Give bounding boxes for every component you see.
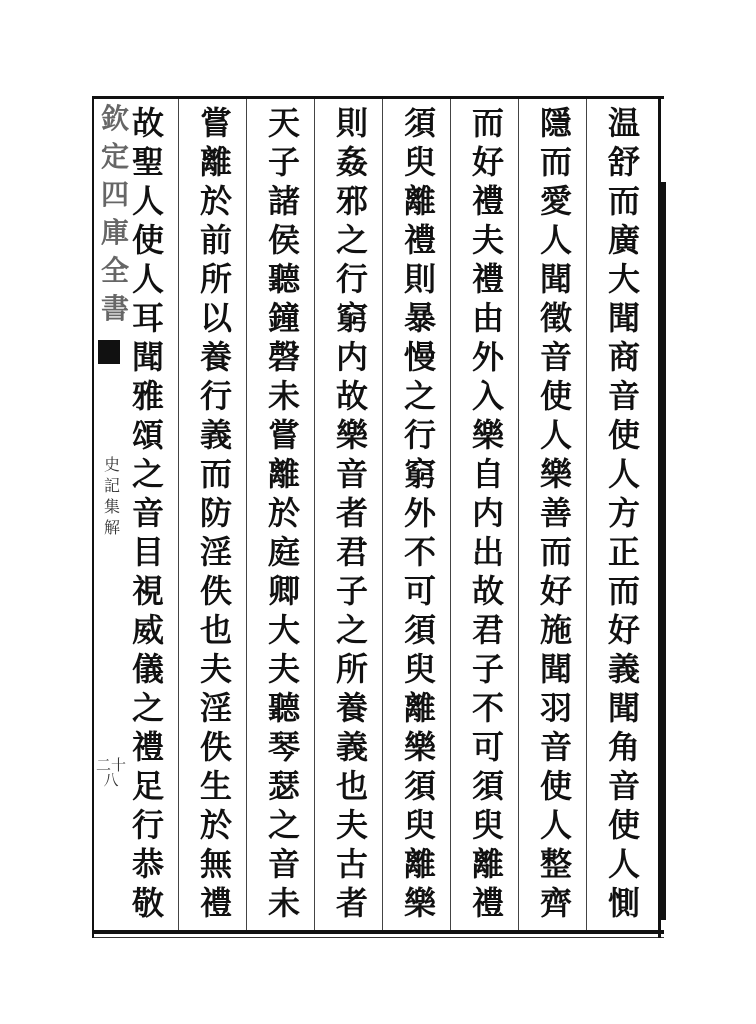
text-character: 也: [335, 767, 368, 805]
text-character: 庭: [267, 533, 300, 571]
text-character: 不: [403, 533, 436, 571]
text-character: 禮: [131, 728, 164, 766]
text-character: 之: [403, 377, 436, 415]
text-character: 之: [335, 221, 368, 259]
text-character: 方: [607, 494, 640, 532]
text-character: 所: [199, 260, 232, 298]
book-title-char: 解: [103, 518, 120, 537]
text-character: 離: [403, 182, 436, 220]
text-character: 須: [471, 767, 504, 805]
text-character: 聞: [131, 338, 164, 376]
text-character: 音: [539, 728, 572, 766]
text-character: 邪: [335, 182, 368, 220]
text-character: 角: [607, 728, 640, 766]
text-character: 於: [267, 494, 300, 532]
text-character: 之: [131, 455, 164, 493]
text-character: 則: [403, 260, 436, 298]
text-character: 淫: [199, 689, 232, 727]
column-rule: [450, 99, 451, 930]
text-character: 善: [539, 494, 572, 532]
text-character: 而: [607, 572, 640, 610]
running-title-char: 欽: [100, 102, 129, 135]
text-character: 禮: [471, 260, 504, 298]
text-character: 廣: [607, 221, 640, 259]
text-character: 頌: [131, 416, 164, 454]
text-character: 無: [199, 845, 232, 883]
text-character: 未: [267, 884, 300, 922]
text-character: 聽: [267, 689, 300, 727]
text-character: 而: [539, 143, 572, 181]
frame-bottom-inner-border: [92, 937, 664, 938]
text-column: [258, 104, 310, 924]
frame-left-border: [92, 96, 94, 938]
text-character: 而: [539, 533, 572, 571]
text-character: 外: [471, 338, 504, 376]
text-character: 人: [539, 221, 572, 259]
running-title-char: 定: [100, 140, 129, 173]
text-column: [394, 104, 446, 924]
book-title-char: 記: [103, 476, 120, 495]
text-character: 音: [607, 767, 640, 805]
frame-bottom-border: [92, 930, 664, 934]
text-character: 鐘: [267, 299, 300, 337]
text-character: 音: [539, 338, 572, 376]
text-character: 古: [335, 845, 368, 883]
text-character: 商: [607, 338, 640, 376]
text-character: 人: [607, 455, 640, 493]
column-rule: [246, 99, 247, 930]
column-rule: [178, 99, 179, 930]
text-character: 可: [471, 728, 504, 766]
book-title-char: 集: [103, 497, 120, 516]
text-character: 大: [267, 611, 300, 649]
text-character: 臾: [403, 806, 436, 844]
text-character: 所: [335, 650, 368, 688]
text-character: 嘗: [199, 104, 232, 142]
text-character: 淫: [199, 533, 232, 571]
text-character: 瑟: [267, 767, 300, 805]
column-rule: [586, 99, 587, 930]
text-character: 窮: [403, 455, 436, 493]
text-character: 於: [199, 182, 232, 220]
fishtail-mark: [98, 340, 120, 364]
text-character: 聽: [267, 260, 300, 298]
text-character: 佚: [199, 728, 232, 766]
text-character: 須: [403, 767, 436, 805]
text-character: 大: [607, 260, 640, 298]
text-character: 義: [607, 650, 640, 688]
text-character: 磬: [267, 338, 300, 376]
text-character: 音: [267, 845, 300, 883]
page-number: 二十八: [96, 756, 127, 789]
text-character: 而: [607, 182, 640, 220]
text-character: 徵: [539, 299, 572, 337]
text-column: [190, 104, 242, 924]
text-character: 聞: [539, 650, 572, 688]
text-character: 行: [131, 806, 164, 844]
text-character: 施: [539, 611, 572, 649]
text-character: 諸: [267, 182, 300, 220]
text-character: 義: [199, 416, 232, 454]
text-character: 足: [131, 767, 164, 805]
text-character: 由: [471, 299, 504, 337]
text-character: 天: [267, 104, 300, 142]
text-character: 使: [539, 377, 572, 415]
text-character: 可: [403, 572, 436, 610]
running-title-char: 四: [100, 178, 129, 211]
text-character: 耳: [131, 299, 164, 337]
text-character: 暴: [403, 299, 436, 337]
text-character: 生: [199, 767, 232, 805]
text-character: 行: [199, 377, 232, 415]
text-character: 子: [335, 572, 368, 610]
text-character: 義: [335, 728, 368, 766]
text-character: 以: [199, 299, 232, 337]
text-character: 聖: [131, 143, 164, 181]
column-rule: [382, 99, 383, 930]
text-character: 行: [335, 260, 368, 298]
text-character: 君: [335, 533, 368, 571]
text-character: 音: [607, 377, 640, 415]
text-character: 離: [471, 845, 504, 883]
text-character: 音: [335, 455, 368, 493]
text-character: 樂: [335, 416, 368, 454]
text-character: 則: [335, 104, 368, 142]
text-character: 嘗: [267, 416, 300, 454]
text-character: 羽: [539, 689, 572, 727]
text-character: 出: [471, 533, 504, 571]
text-character: 子: [471, 650, 504, 688]
text-character: 行: [403, 416, 436, 454]
text-character: 須: [403, 104, 436, 142]
text-character: 自: [471, 455, 504, 493]
text-character: 内: [471, 494, 504, 532]
column-rule: [518, 99, 519, 930]
text-character: 聞: [607, 689, 640, 727]
text-character: 離: [403, 845, 436, 883]
text-character: 人: [539, 806, 572, 844]
text-character: 樂: [403, 884, 436, 922]
text-character: 佚: [199, 572, 232, 610]
text-character: 使: [131, 221, 164, 259]
text-character: 離: [267, 455, 300, 493]
text-character: 卿: [267, 572, 300, 610]
running-title-char: 全: [100, 254, 129, 287]
text-character: 臾: [403, 650, 436, 688]
text-character: 聞: [607, 299, 640, 337]
text-character: 養: [335, 689, 368, 727]
text-character: 樂: [471, 416, 504, 454]
text-character: 未: [267, 377, 300, 415]
text-character: 齊: [539, 884, 572, 922]
text-character: 使: [607, 806, 640, 844]
text-column: [326, 104, 378, 924]
text-character: 人: [607, 845, 640, 883]
text-character: 離: [403, 689, 436, 727]
text-column: [598, 104, 650, 924]
text-character: 隱: [539, 104, 572, 142]
text-character: 須: [403, 611, 436, 649]
text-character: 樂: [403, 728, 436, 766]
text-character: 夫: [471, 221, 504, 259]
text-character: 慢: [403, 338, 436, 376]
text-character: 威: [131, 611, 164, 649]
text-character: 禮: [471, 884, 504, 922]
column-rule: [314, 99, 315, 930]
text-character: 臾: [403, 143, 436, 181]
text-character: 好: [471, 143, 504, 181]
book-title-char: 史: [103, 455, 120, 474]
text-character: 於: [199, 806, 232, 844]
text-character: 防: [199, 494, 232, 532]
text-character: 聞: [539, 260, 572, 298]
text-character: 樂: [539, 455, 572, 493]
text-column: [462, 104, 514, 924]
text-character: 温: [607, 104, 640, 142]
text-character: 窮: [335, 299, 368, 337]
text-character: 養: [199, 338, 232, 376]
text-character: 人: [539, 416, 572, 454]
text-character: 姦: [335, 143, 368, 181]
text-character: 禮: [471, 182, 504, 220]
text-character: 而: [471, 104, 504, 142]
text-character: 君: [471, 611, 504, 649]
book-title: [102, 454, 122, 538]
text-character: 不: [471, 689, 504, 727]
text-character: 人: [131, 182, 164, 220]
text-character: 琴: [267, 728, 300, 766]
text-character: 臾: [471, 806, 504, 844]
text-column: [530, 104, 582, 924]
text-character: 故: [471, 572, 504, 610]
text-character: 雅: [131, 377, 164, 415]
text-character: 内: [335, 338, 368, 376]
running-title-char: 書: [100, 292, 129, 325]
text-column: [122, 104, 174, 924]
text-character: 而: [199, 455, 232, 493]
text-character: 之: [267, 806, 300, 844]
text-character: 前: [199, 221, 232, 259]
text-character: 禮: [403, 221, 436, 259]
running-title-char: 庫: [100, 216, 129, 249]
text-character: 故: [335, 377, 368, 415]
text-character: 夫: [199, 650, 232, 688]
text-character: 敬: [131, 884, 164, 922]
text-character: 人: [131, 260, 164, 298]
text-character: 也: [199, 611, 232, 649]
text-character: 夫: [335, 806, 368, 844]
text-character: 禮: [199, 884, 232, 922]
text-character: 目: [131, 533, 164, 571]
text-character: 舒: [607, 143, 640, 181]
text-character: 正: [607, 533, 640, 571]
text-character: 儀: [131, 650, 164, 688]
text-character: 之: [131, 689, 164, 727]
text-character: 夫: [267, 650, 300, 688]
text-character: 音: [131, 494, 164, 532]
text-character: 者: [335, 494, 368, 532]
text-character: 者: [335, 884, 368, 922]
text-character: 惻: [607, 884, 640, 922]
text-character: 之: [335, 611, 368, 649]
text-character: 離: [199, 143, 232, 181]
text-character: 使: [607, 416, 640, 454]
text-character: 恭: [131, 845, 164, 883]
text-character: 外: [403, 494, 436, 532]
text-character: 故: [131, 104, 164, 142]
text-character: 愛: [539, 182, 572, 220]
text-character: 使: [539, 767, 572, 805]
text-character: 視: [131, 572, 164, 610]
text-character: 整: [539, 845, 572, 883]
text-character: 好: [607, 611, 640, 649]
text-character: 入: [471, 377, 504, 415]
text-character: 子: [267, 143, 300, 181]
right-edge-band: [661, 182, 666, 920]
text-character: 好: [539, 572, 572, 610]
text-character: 侯: [267, 221, 300, 259]
